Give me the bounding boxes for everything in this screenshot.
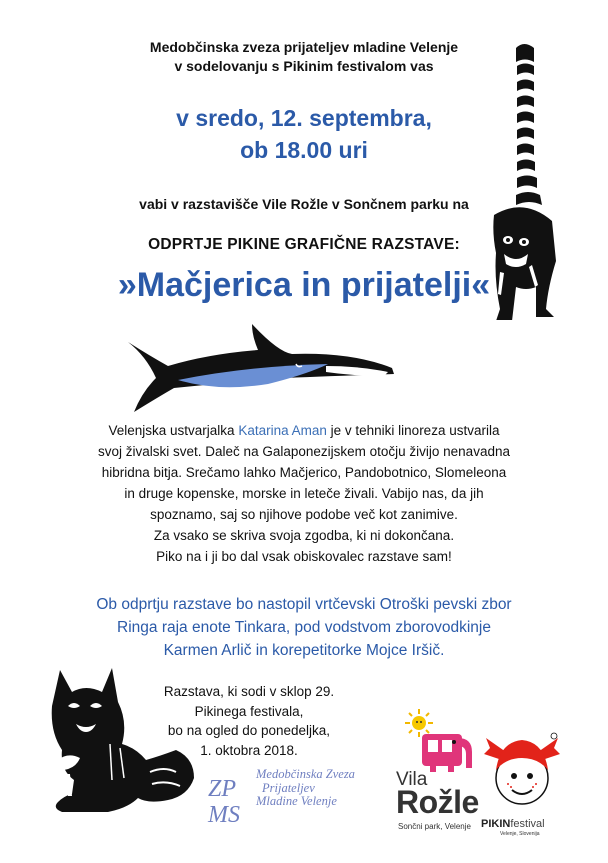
concert-line-1: Ob odprtju razstave bo nastopil vrtčevski Otroški pevski zbor [96,596,512,613]
exhibition-heading: ODPRTJE PIKINE GRAFIČNE RAZSTAVE: [148,236,460,253]
closing-line-1: Razstava, ki sodi v sklop 29. Pikinega festivala, [163,684,335,719]
description-line-1 [0,420,608,441]
vila-logo-word: Vila [396,769,428,790]
exhibition-title: »Mačjerica in prijatelji« [117,266,491,304]
concert-line-2: Ringa raja enote Tinkara, pod vodstvom zborovodkinje [117,619,491,636]
closing-info [138,682,360,760]
date-line-1: v sredo, 12. septembra, [176,105,432,131]
zpms-line-2: Prijateljev [262,780,315,795]
closing-line-2: bo na ogled do ponedeljka, [167,723,331,738]
pikin-festival-logo-text [481,818,545,830]
description-line-1-post: je v tehniki linoreza ustvarila [326,423,500,438]
svg-text:ZP: ZP [208,776,237,802]
closing-line-3: 1. oktobra 2018. [200,742,298,758]
intro-line-1: Medobčinska zveza prijateljev mladine Velenje [149,39,459,55]
invite-text: vabi v razstavišče Vile Rožle v Sončnem parku na [139,196,469,212]
description-line-6: Za vsako se skriva svoja zgodba, ki ni dokončana. [153,528,455,543]
shark-illustration [126,320,396,412]
intro-line-2: v sodelovanju s Pikinim festivalom vas [174,58,434,74]
description-line-1-pre: Velenjska ustvarjalka [108,423,239,438]
artist-name: Katarina Aman [238,423,327,438]
description-paragraph [0,420,608,567]
ringtail-creature-illustration [486,40,566,320]
pikin-festival-subtitle: Velenje, Slovenija [500,831,540,837]
pikin-festival-girl-icon [484,730,560,814]
svg-text:MS: MS [208,802,240,826]
date-line-2: ob 18.00 uri [240,137,368,163]
vila-rozle-elephant-icon [420,728,476,772]
description-line-4: in druge kopenske, morske in leteče živali. Vabijo nas, da jih [124,486,484,501]
zpms-monogram [206,772,256,826]
zpms-line-3: Mladine Velenje [256,794,337,808]
vila-logo-subtitle: Sončni park, Velenje [398,822,471,831]
description-line-7: Piko na i ji bo dal vsak obiskovalec razstave sam! [156,549,452,564]
description-line-2: svoj živalski svet. Daleč na Galaponezijskem otočju živijo nenavadna [98,444,510,459]
rozle-logo-word: Rožle [396,784,479,820]
concert-text [0,593,608,662]
zpms-logo-text [256,768,355,809]
zpms-line-1: Medobčinska Zveza [256,767,355,781]
pikin-festival-word: festival [510,818,545,830]
description-line-3: hibridna bitja. Srečamo lahko Mačjerico, Pandobotnico, Slomeleona [101,465,507,480]
pikin-main-word: PIKIN [481,818,511,830]
description-line-5: spoznamo, saj so njihove podobe več kot zanimive. [150,507,458,522]
concert-line-3: Karmen Arlič in korepetitorke Mojce Iršič. [163,642,445,659]
